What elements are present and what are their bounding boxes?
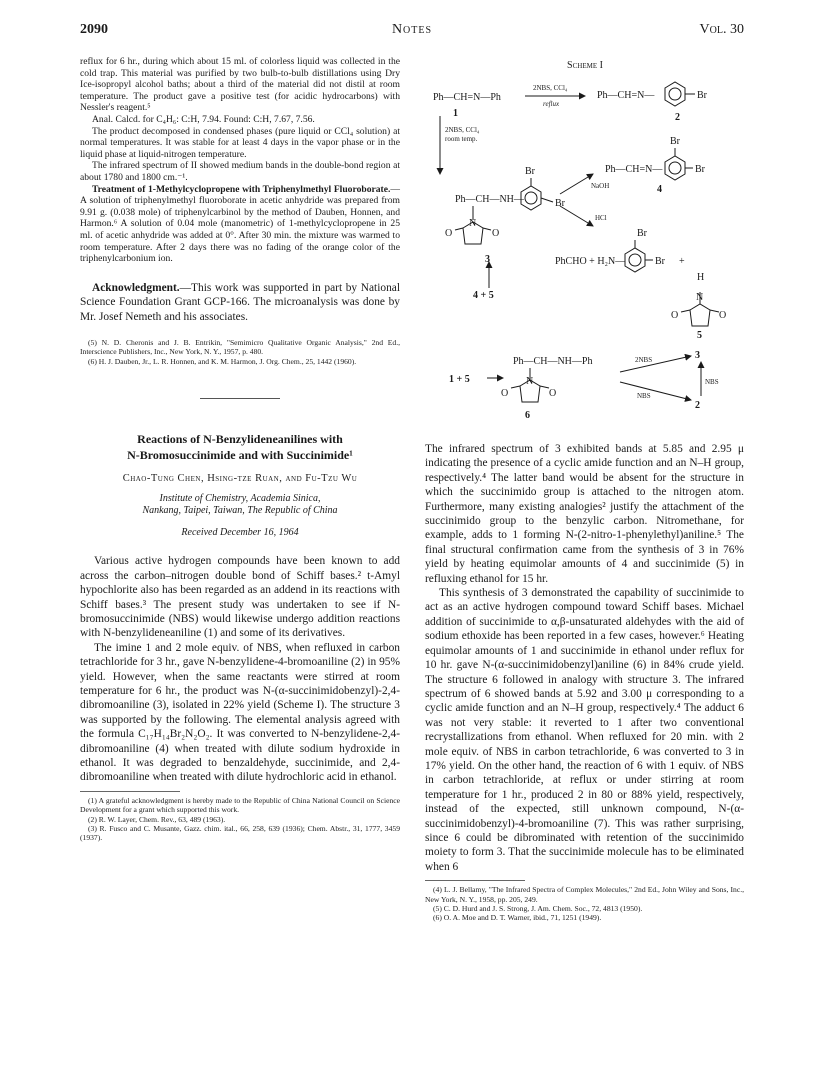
bond	[541, 198, 553, 202]
hcl-label: HCl	[595, 214, 607, 222]
benzene-ring	[665, 156, 685, 180]
reflux-label: reflux	[543, 100, 560, 108]
reaction-scheme	[425, 56, 744, 434]
reflux-conditions: 2NBS, CCl₄	[533, 84, 568, 92]
nitrogen-label: N	[696, 292, 704, 303]
institution-line: Nankang, Taipei, Taiwan, The Republic of China	[142, 504, 338, 516]
experimental-paragraph: reflux for 6 hr., during which about 15 ml. of colorless liquid was collected in the cold trap. This material was purified by two bulb-to-bulb distillations using Dry Ice-isopropyl alcohol baths; about a third of the material did not distil at room temperature. The product gave a positive test (for acidic hydrocarbons) with Nessler's reagent.⁵	[80, 56, 400, 114]
footnote-item: (2) R. W. Layer, Chem. Rev., 63, 489 (1963).	[88, 814, 226, 824]
compound-2-formula: Ph—CH=N—	[597, 90, 655, 101]
reference-item: (6) H. J. Dauben, Jr., L. R. Honnen, and K. M. Harmon, J. Org. Chem., 25, 1442 (1960).	[88, 356, 357, 366]
compound-4-label: 4	[657, 184, 662, 195]
two-nbs-label: 2NBS	[635, 356, 653, 364]
compound-3-label: 3	[695, 350, 700, 361]
bromo-label: Br	[695, 164, 705, 175]
compound-1-label: 1	[453, 108, 458, 119]
institution-line: Institute of Chemistry, Academia Sinica,	[159, 492, 321, 504]
compound-4-formula: Ph—CH=N—	[605, 164, 663, 175]
body-paragraph: This synthesis of 3 demonstrated the capability of succinimide to act as an active hydrogen compound toward Schiff bases. Michael addition of succinimide to α,β-unsaturated aldehydes with the aid of sodium ethoxide has been reported in a few cases, however.⁶ Heating equimolar amounts of 1 and succinimide in ethanol under reflux for 10 hr. gave N-(α-succinimidobenzyl)aniline (6) in 84% crude yield. The structure 6 followed in analogy with structure 3. The infrared spectrum of 6 showed bands at 5.92 and 3.00 μ corresponding to a cyclic amide function and an N–H group, respectively.⁴ The adduct 6 was not very stable: it reverted to 1 after two conventional recrystallizations from ethanol. When refluxed for 20 min. with 2 mole equiv. of NBS in carbon tetrachloride, 6 was converted to 3 in 17% yield. On the other hand, the reaction of 6 with 1 equiv. of NBS in carbon tetrachloride, at reflux or under stirring at room temperature for 1 hr., produced 2 in 80 or 88% yield, respectively, instead of the expected, still unknown compound, N-(α-succinimidobenzyl)-4-bromoaniline (7). This was rather surprising, since 6 could be dibrominated with retention of the succinimido moiety to form 3. That the succinimide molecule has to be eliminated when 6	[425, 587, 744, 873]
succinimide-ring	[690, 304, 710, 326]
article-title-line: N-Bromosuccinimide and with Succinimide¹	[127, 448, 353, 463]
received-date: Received December 16, 1964	[181, 526, 299, 538]
compound-3-label: 3	[485, 254, 490, 265]
page-number: 2090	[80, 22, 108, 37]
bond	[511, 386, 520, 388]
acknowledgment-text: —This work was supported in part by National Science Foundation Grant GCP-166. The microanalysis was done by Mr. Josef Nemeth and his associates.	[80, 281, 400, 323]
oxygen-label: O	[492, 228, 500, 239]
naoh-label: NaOH	[591, 182, 610, 190]
degradation-products: PhCHO + H₂N—	[555, 256, 626, 267]
footnote-list-right	[425, 885, 744, 923]
room-temp-conditions: 2NBS, CCl₄	[445, 126, 480, 134]
article-title	[80, 431, 400, 463]
compound-6-formula: Ph—CH—NH—Ph	[513, 356, 593, 367]
volume-label: Vol. 30	[699, 22, 744, 37]
institution	[80, 493, 400, 517]
bromo-label: Br	[697, 90, 707, 101]
compound-6-label: 6	[525, 410, 530, 421]
reference-list-top	[80, 338, 400, 366]
article-divider	[200, 398, 280, 399]
compound-2-label: 2	[675, 112, 680, 123]
acknowledgment	[80, 281, 400, 324]
bromo-label: Br	[655, 256, 665, 267]
article-body-left	[80, 554, 400, 785]
benzene-ring	[521, 186, 541, 210]
footnote-rule	[80, 791, 180, 792]
ring-circle	[525, 192, 537, 204]
scheme-title: Scheme I	[567, 60, 603, 71]
left-column	[80, 56, 400, 843]
footnote-rule	[425, 880, 525, 881]
acknowledgment-heading: Acknowledgment.	[92, 281, 180, 294]
scheme-drawing	[425, 56, 744, 434]
footnote-item: (4) L. J. Bellamy, "The Infrared Spectra of Complex Molecules," 2nd Ed., John Wiley and Sons, Inc., New York, N. Y., 1958, pp. 205, 249.	[425, 885, 744, 904]
bromo-label: Br	[670, 136, 680, 147]
bond	[710, 310, 719, 312]
naoh-arrow	[560, 174, 593, 194]
ring-circle	[669, 88, 681, 100]
footnote-item: (6) O. A. Moe and D. T. Warner, ibid., 71, 1251 (1949).	[433, 913, 602, 923]
nbs-label: NBS	[705, 378, 719, 386]
bromo-label: Br	[555, 198, 565, 209]
compound-2-label: 2	[695, 400, 700, 411]
reactants-1-5: 1 + 5	[449, 374, 470, 385]
reactants-4-5: 4 + 5	[473, 290, 494, 301]
plus-sign: +	[679, 256, 685, 267]
ring-circle	[669, 162, 681, 174]
compound-3-formula: Ph—CH—NH—	[455, 194, 524, 205]
reference-item: (5) N. D. Cheronis and J. B. Entrikin, "Semimicro Qualitative Organic Analysis," 2nd Ed., Interscience Publishers, Inc., New York, N. Y., 1957, p. 480.	[80, 337, 400, 357]
bond	[455, 228, 463, 230]
oxygen-label: O	[719, 310, 727, 321]
oxygen-label: O	[671, 310, 679, 321]
nbs-arrow	[620, 382, 691, 400]
treatment-paragraph	[80, 184, 400, 265]
experimental-continuation	[80, 56, 400, 265]
nitrogen-label: N	[469, 218, 477, 229]
author-list: Chao-Tung Chen, Hsing-tze Ruan, and Fu-Tzu Wu	[122, 473, 358, 485]
hcl-arrow	[560, 206, 593, 226]
footnote-item: (1) A grateful acknowledgment is hereby made to the Republic of China National Council on Science Development for a grant which supported this work.	[80, 795, 400, 815]
article-title-line: Reactions of N-Benzylideneanilines with	[137, 432, 343, 447]
oxygen-label: O	[445, 228, 453, 239]
nitrogen-label: N	[526, 376, 534, 387]
hydrogen-label: H	[697, 272, 705, 283]
infrared-paragraph: The infrared spectrum of II showed medium bands in the double-bond region at about 1780 and 1800 cm.⁻¹.	[80, 160, 400, 183]
compound-1-formula: Ph—CH=N—Ph	[433, 92, 501, 103]
oxygen-label: O	[501, 388, 509, 399]
two-nbs-arrow	[620, 356, 691, 372]
body-paragraph: Various active hydrogen compounds have been known to add across the carbon–nitrogen double bond of Schiff bases.² t-Amyl hypochlorite also has been regarded as an addend in its reactions with Schiff bases.³ The present study was undertaken to see if N-bromosuccinimide (NBS) would likewise undergo addition reactions with N-benzylideneaniline (1) and some of its derivatives.	[80, 555, 400, 640]
bond	[681, 310, 690, 312]
bond	[483, 228, 491, 230]
benzene-ring	[625, 248, 645, 272]
treatment-heading: Treatment of 1-Methylcyclopropene with Triphenylmethyl Fluoroborate.	[92, 183, 391, 195]
analysis-paragraph: Anal. Calcd. for C₄H₆: C:H, 7.94. Found: C:H, 7.67, 7.56.	[92, 113, 315, 125]
article-body-right	[425, 442, 744, 874]
oxygen-label: O	[549, 388, 557, 399]
body-paragraph: The imine 1 and 2 mole equiv. of NBS, when refluxed in carbon tetrachloride for 3 hr., gave N-benzylidene-4-bromoaniline (2) in 95% yield. However, when the same reactants were stirred at room temperature for 6 hr., the product was N-(α-succinimidobenzyl)-2,4-dibromoaniline (3), isolated in 22% yield (Scheme I). The structure 3 was supported by the following. The elemental analysis agreed with the formula C₁₇H₁₄Br₂N₂O₂. It was converted to N-benzylidene-2,4-dibromoaniline (4) when treated with dilute sodium hydroxide in ethanol. It was degraded to benzaldehyde, succinimide, and 2,4-dibromoaniline when treated with dilute hydrochloric acid in ethanol.	[80, 641, 400, 784]
room-temp-label: room temp.	[445, 135, 478, 143]
footnote-list-left	[80, 796, 400, 843]
nbs-label: NBS	[637, 392, 651, 400]
compound-5-label: 5	[697, 330, 702, 341]
bond	[540, 386, 549, 388]
acknowledgment-paragraph	[80, 281, 400, 324]
section-title: Notes	[391, 22, 433, 37]
right-column	[425, 442, 744, 923]
bromo-label: Br	[637, 228, 647, 239]
body-paragraph: The infrared spectrum of 3 exhibited bands at 5.85 and 2.95 μ indicating the presence of a cyclic amide function and an N–H group, respectively.⁴ The latter band would be absent for the structure in which the succinimido group is attached to the nitrogen atom. Furthermore, many existing analogies² justify the attachment of the succinimido group to the benzylic carbon. Nitromethane, for example, adds to 1 forming N-(2-nitro-1-phenylethyl)aniline.⁵ The final structural confirmation came from the synthesis of 3 in 76% yield by heating equimolar amounts of 4 and succinimide (5) in refluxing ethanol for 15 hr.	[425, 443, 744, 585]
ring-circle	[629, 254, 641, 266]
bromo-label: Br	[525, 166, 535, 177]
stability-paragraph: The product decomposed in condensed phases (pure liquid or CCl₄ solution) at normal temperatures. It was stable for at least 4 days in the vapor phase or in the liquid phase at liquid-nitrogen temperature.	[80, 125, 400, 160]
treatment-text: —A solution of triphenylmethyl fluoroborate in acetic anhydride was prepared from 9.91 g. (0.038 mole) of triphenylcarbinol by the method of Dauben, Honnen, and Harmon.⁶ A solution of 0.04 mole (manometric) of 1-methylcyclopropene in 25 ml. of acetic anhydride was added at 0°. After 30 min. the mixture was warmed to room temperature. After 2 days there was no fading of the orange color of the triphenylcarbonium ion.	[80, 183, 400, 265]
footnote-item: (3) R. Fusco and C. Musante, Gazz. chim. ital., 66, 258, 639 (1936); Chem. Abstr., 31, 1777, 3459 (1937).	[80, 824, 400, 843]
running-header	[80, 22, 744, 42]
benzene-ring	[665, 82, 685, 106]
footnote-item: (5) C. D. Hurd and J. S. Strong, J. Am. Chem. Soc., 72, 4813 (1950).	[433, 904, 643, 913]
